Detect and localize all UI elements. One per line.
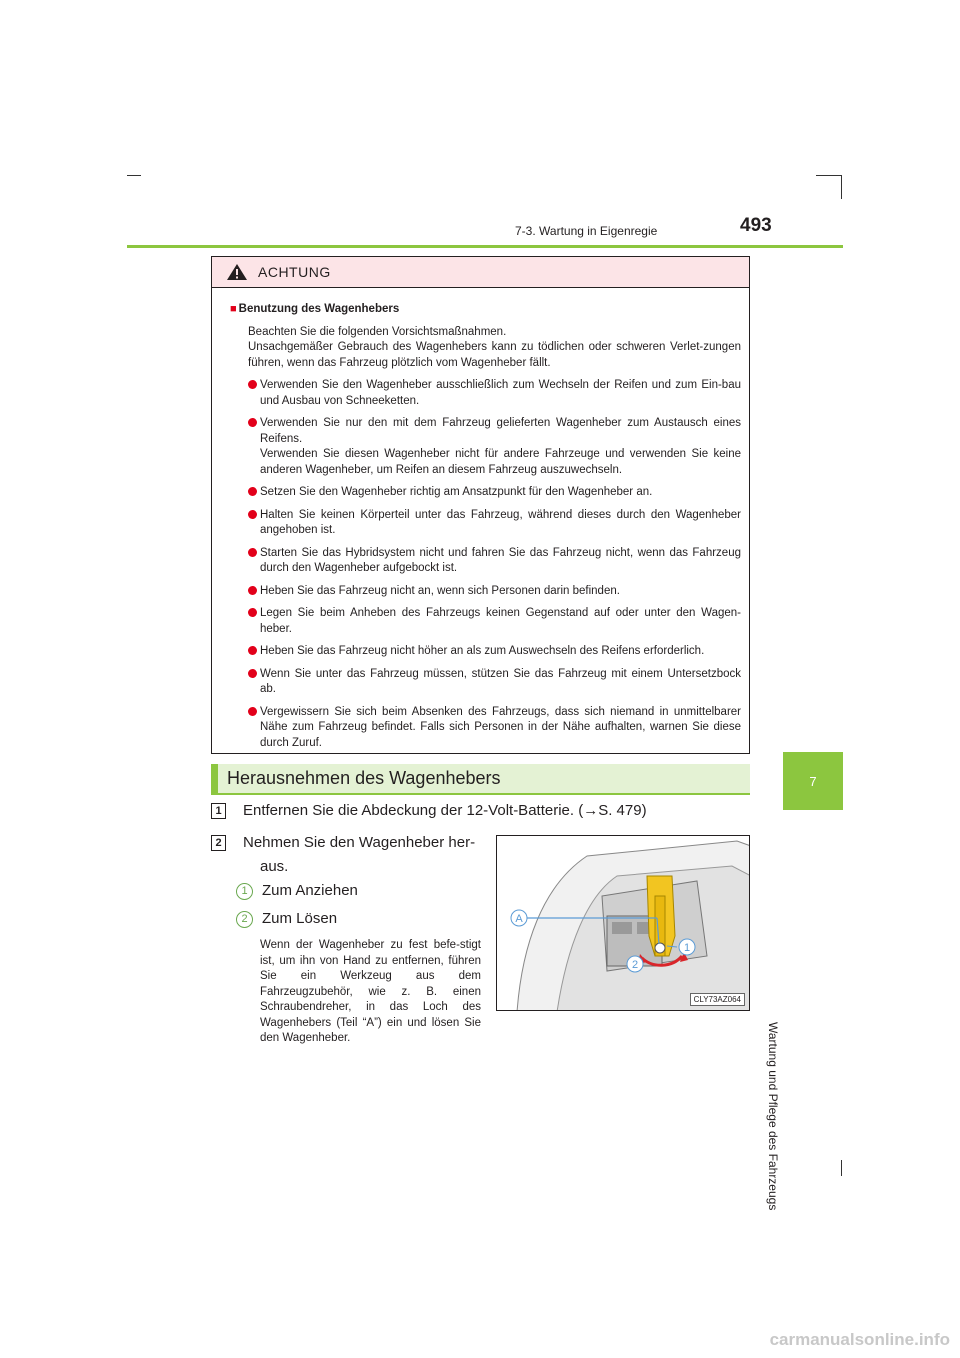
trunk-jack-drawing [497, 836, 750, 1011]
step-note: Wenn der Wagenheber zu fest befe-stigt ist, um ihn von Hand zu entfernen, führen Sie ein Werkzeug aus dem Fahrzeugzubehör, wie z. B. einen Schraubendreher, in das Loch des Wagenhebers (Teil “A”) ein und lösen Sie den Wagenheber. [260, 939, 481, 1044]
section-title: Herausnehmen des Wagenhebers [227, 768, 501, 788]
bullet-dot-icon [248, 608, 257, 617]
warning-intro [230, 325, 741, 372]
bullet-item: Verwenden Sie den Wagenheber ausschließlich zum Wechseln der Reifen und zum Ein-bau und Ausbau von Schneeketten. [230, 378, 741, 409]
step-text-2-line1: Nehmen Sie den Wagenheber her- [243, 834, 476, 851]
warning-body [212, 288, 749, 751]
warning-subheading: ■ Benutzung des Wagenhebers [230, 303, 400, 315]
bullet-dot-icon [248, 510, 257, 519]
crop-mark [127, 175, 141, 176]
sub-item-loosen: Zum Lösen [262, 910, 338, 927]
red-square-icon: ■ [230, 303, 237, 315]
intro-line: Unsachgemäßer Gebrauch des Wagenhebers kann zu tödlichen oder schweren Verlet-zungen führen, wenn das Fahrzeug plötzlich vom Wagenheber fällt. [248, 341, 741, 369]
watermark: carmanualsonline.info [769, 1330, 950, 1349]
bullet-dot-icon [248, 487, 257, 496]
figure-label-a: A [515, 913, 523, 925]
bullet-dot-icon [248, 646, 257, 655]
marker-1: 1 [236, 883, 253, 900]
bullet-item: Starten Sie das Hybridsystem nicht und fahren Sie das Fahrzeug nicht, wenn das Fahrzeug durch den Wagenheber aufgebockt ist. [230, 546, 741, 577]
chapter-tab [783, 752, 843, 810]
warning-bullet-list [230, 378, 741, 751]
warning-box [211, 256, 750, 754]
crop-mark [816, 175, 842, 176]
bullet-item: Setzen Sie den Wagenheber richtig am Ansatzpunkt für den Wagenheber an. [230, 485, 741, 501]
figure-label-2: 2 [631, 959, 639, 971]
bullet-item: Verwenden Sie nur den mit dem Fahrzeug gelieferten Wagenheber zum Austausch eines Reifens. Verwenden Sie diesen Wagenheber nicht für andere Fahrzeuge und verwenden Sie keine anderen Wagenheber, um Reifen an diesem Fahrzeug auszuwechseln. [230, 416, 741, 478]
bullet-item: Vergewissern Sie sich beim Absenken des Fahrzeugs, dass sich niemand in unmittelbarer Nähe zum Fahrzeug befindet. Falls sich Personen in der Nähe aufhalten, warnen Sie diese durch Zuruf. [230, 705, 741, 752]
bullet-item: Heben Sie das Fahrzeug nicht an, wenn sich Personen darin befinden. [230, 584, 741, 600]
figure-code: CLY73AZ064 [690, 993, 745, 1006]
section-accent [211, 764, 218, 795]
bullet-item: Legen Sie beim Anheben des Fahrzeugs keinen Gegenstand auf oder unter den Wagen-heber. [230, 606, 741, 637]
step-text-2-line2: aus. [260, 858, 289, 875]
sub-item-tighten: Zum Anziehen [262, 882, 358, 899]
bullet-item: Heben Sie das Fahrzeug nicht höher an als zum Auswechseln des Reifens erforderlich. [230, 644, 741, 660]
bullet-dot-icon [248, 707, 257, 716]
warning-triangle-icon [226, 263, 248, 281]
bullet-item: Wenn Sie unter das Fahrzeug müssen, stützen Sie das Fahrzeug mit einem Untersetzbock ab. [230, 667, 741, 698]
step-text-1: Entfernen Sie die Abdeckung der 12-Volt-Batterie. (→S. 479) [243, 802, 647, 819]
bullet-item: Halten Sie keinen Körperteil unter das Fahrzeug, während dieses durch den Wagenheber angehoben ist. [230, 508, 741, 539]
crop-mark [841, 1160, 842, 1176]
section-heading-bar [211, 764, 750, 795]
page-number: 493 [740, 215, 772, 236]
step-number-2: 2 [211, 835, 226, 851]
intro-line: Beachten Sie die folgenden Vorsichtsmaßnahmen. [248, 325, 507, 338]
marker-2: 2 [236, 911, 253, 928]
chapter-number: 7 [809, 774, 817, 789]
warning-header [212, 257, 749, 288]
bullet-dot-icon [248, 418, 257, 427]
step-number-1: 1 [211, 803, 226, 819]
header-rule [127, 245, 843, 248]
bullet-dot-icon [248, 669, 257, 678]
figure-label-1: 1 [683, 942, 691, 954]
bullet-dot-icon [248, 548, 257, 557]
warning-title: ACHTUNG [258, 264, 331, 280]
running-header-section: 7-3. Wartung in Eigenregie [515, 224, 658, 238]
bullet-dot-icon [248, 380, 257, 389]
chapter-title-vertical: Wartung und Pflege des Fahrzeugs [766, 1022, 780, 1211]
bullet-dot-icon [248, 586, 257, 595]
crop-mark [841, 175, 842, 199]
jack-illustration [496, 835, 750, 1011]
